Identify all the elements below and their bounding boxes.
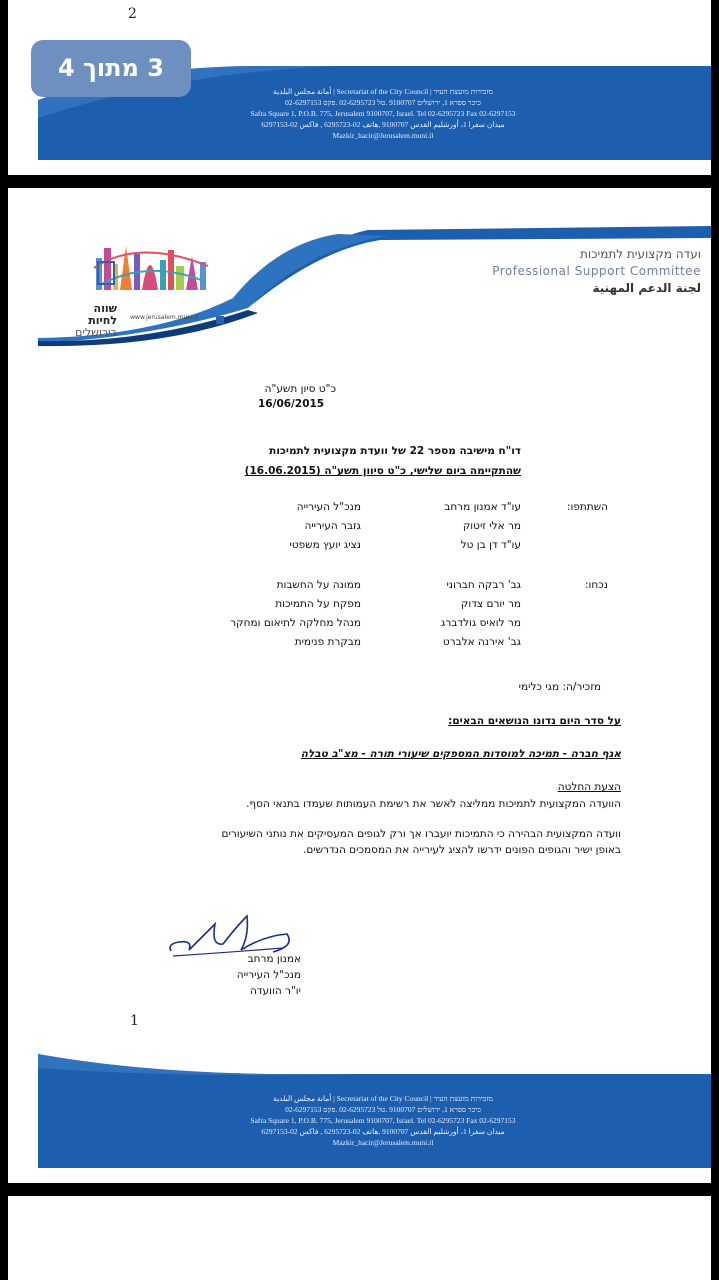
- present-row: [121, 598, 521, 616]
- logo-slogan: [72, 303, 117, 339]
- slogan-line: בירושלים: [75, 326, 117, 339]
- report-subtitle: שהתקיימה ביום שלישי, כ"ט סיוון תשע"ה (16.06.2015): [244, 465, 521, 477]
- footer-line: כיכר ספרא 1, ירושלים 9100707 .טל 02-6295723 .פקס 02-6297153: [285, 1105, 481, 1114]
- footer-line: ميدان سفرا 1، أورشليم القدس 9100707 ,هاتف 02-6295723 , فاكس 02-6297153: [261, 1127, 505, 1136]
- slogan-line: שווה לחיות: [88, 302, 117, 327]
- present-role: מבקרת פנימית: [294, 636, 361, 648]
- jerusalem-municipality-logo: [38, 238, 248, 338]
- proposal-heading: הצעת החלטה: [557, 781, 621, 793]
- footer-line: Safra Square 1, P.O.B. 775, Jerusalem 9100707, Israel. Tel 02-6295723 Fax 02-6297153: [250, 109, 516, 118]
- footer-line: ميدان سفرا 1، أورشليم القدس 9100707 ,هاتف 02-6295723 , فاكس 02-6297153: [261, 120, 505, 129]
- present-name: גב' אירנה אלברט: [442, 636, 521, 648]
- footer-line: Mazkir_hacir@Jerusalem.muni.il: [332, 1138, 434, 1147]
- footer-line: أمانة مجلس البلدية | Secretariat of the City Council | מזכירות מועצת העיר: [273, 87, 493, 96]
- present-row: [121, 636, 521, 654]
- attendee-row: [121, 501, 521, 519]
- footer-line: أمانة مجلس البلدية | Secretariat of the City Council | מזכירות מועצת העיר: [273, 1094, 493, 1103]
- committee-name-arabic: لجنة الدعم المهنية: [592, 281, 701, 295]
- present-row: [121, 579, 521, 597]
- agenda-heading: על סדר היום נדונו הנושאים הבאים:: [448, 715, 621, 727]
- footer-address: [158, 86, 608, 141]
- attendee-role: מנכ"ל העירייה: [296, 501, 361, 513]
- agenda-subject: אגף חברה - תמיכה למוסדות המספקים שיעורי תורה - מצ"ב טבלה: [300, 748, 621, 760]
- next-page-sheet: [8, 1196, 711, 1280]
- attendee-row: [121, 520, 521, 538]
- date-gregorian: 16/06/2015: [258, 398, 325, 410]
- proposal-text: הוועדה המקצועית לתמיכות ממליצה לאשר את רשימת העמותות שעמדו בתנאי הסף.: [246, 798, 621, 810]
- signatory-title: יו"ר הוועדה: [249, 985, 301, 997]
- present-role: ממונה על החשבות: [276, 579, 361, 591]
- committee-name-hebrew: ועדה מקצועית לתמיכות: [580, 247, 701, 261]
- committee-name-english: Professional Support Committee: [492, 264, 701, 278]
- page-indicator-badge: 3 מתוך 4: [31, 40, 191, 97]
- report-title: דו"ח מישיבה מספר 22 של וועדת מקצועית לתמיכות: [269, 445, 521, 457]
- signatory-name: אמנון מרחב: [247, 953, 301, 965]
- attendee-name: מר אלי זיטוק: [462, 520, 521, 532]
- attended-label: השתתפו:: [566, 501, 608, 513]
- present-label: נכחו:: [584, 579, 608, 591]
- signatory-role: מנכ"ל העירייה: [236, 969, 301, 981]
- date-hebrew: כ"ט סיון תשע"ה: [264, 383, 336, 395]
- present-role: מנהל מחלקה לתיאום ומחקר: [230, 617, 361, 629]
- present-name: מר לואיס גולדברג: [441, 617, 521, 629]
- paragraph-line: וועדה המקצועית הבהירה כי התמיכות יועברו אך ורק לגופים המעסיקים את נותני השיעורים: [221, 828, 621, 840]
- attendee-row: [121, 539, 521, 557]
- page-number: 2: [128, 6, 137, 22]
- footer-line: כיכר ספרא 1, ירושלים 9100707 .טל 02-6295723 .פקס 02-6297153: [285, 98, 481, 107]
- document-page: [8, 188, 711, 1183]
- present-row: [121, 617, 521, 635]
- secretary-line: מזכיר/ה: מגי כלימי: [518, 681, 601, 693]
- attendee-role: נציג יועץ משפטי: [289, 539, 361, 551]
- paragraph-line: באופן ישיר והגופים הפונים ידרשו להציג לעירייה את המסמכים הנדרשים.: [303, 844, 621, 856]
- present-name: גב' רבקה חברוני: [446, 579, 521, 591]
- attendee-name: עו"ד אמנון מרחב: [444, 501, 521, 513]
- city-skyline-icon: [38, 238, 248, 338]
- attendee-name: עו"ד דן בן טל: [460, 539, 521, 551]
- footer-address: [158, 1093, 608, 1148]
- committee-letterhead: [492, 246, 701, 297]
- page-number: 1: [130, 1013, 139, 1029]
- footer-line: Safra Square 1, P.O.B. 775, Jerusalem 9100707, Israel. Tel 02-6295723 Fax 02-6297153: [250, 1116, 516, 1125]
- attendee-role: גזבר העירייה: [304, 520, 361, 532]
- facebook-icon: [216, 316, 224, 324]
- footer-line: Mazkir_hacir@Jerusalem.muni.il: [332, 131, 434, 140]
- logo-url: www.jerusalem.muni.il: [130, 314, 198, 321]
- present-name: מר יורם צדוק: [460, 598, 521, 610]
- present-role: מפקח על התמיכות: [275, 598, 361, 610]
